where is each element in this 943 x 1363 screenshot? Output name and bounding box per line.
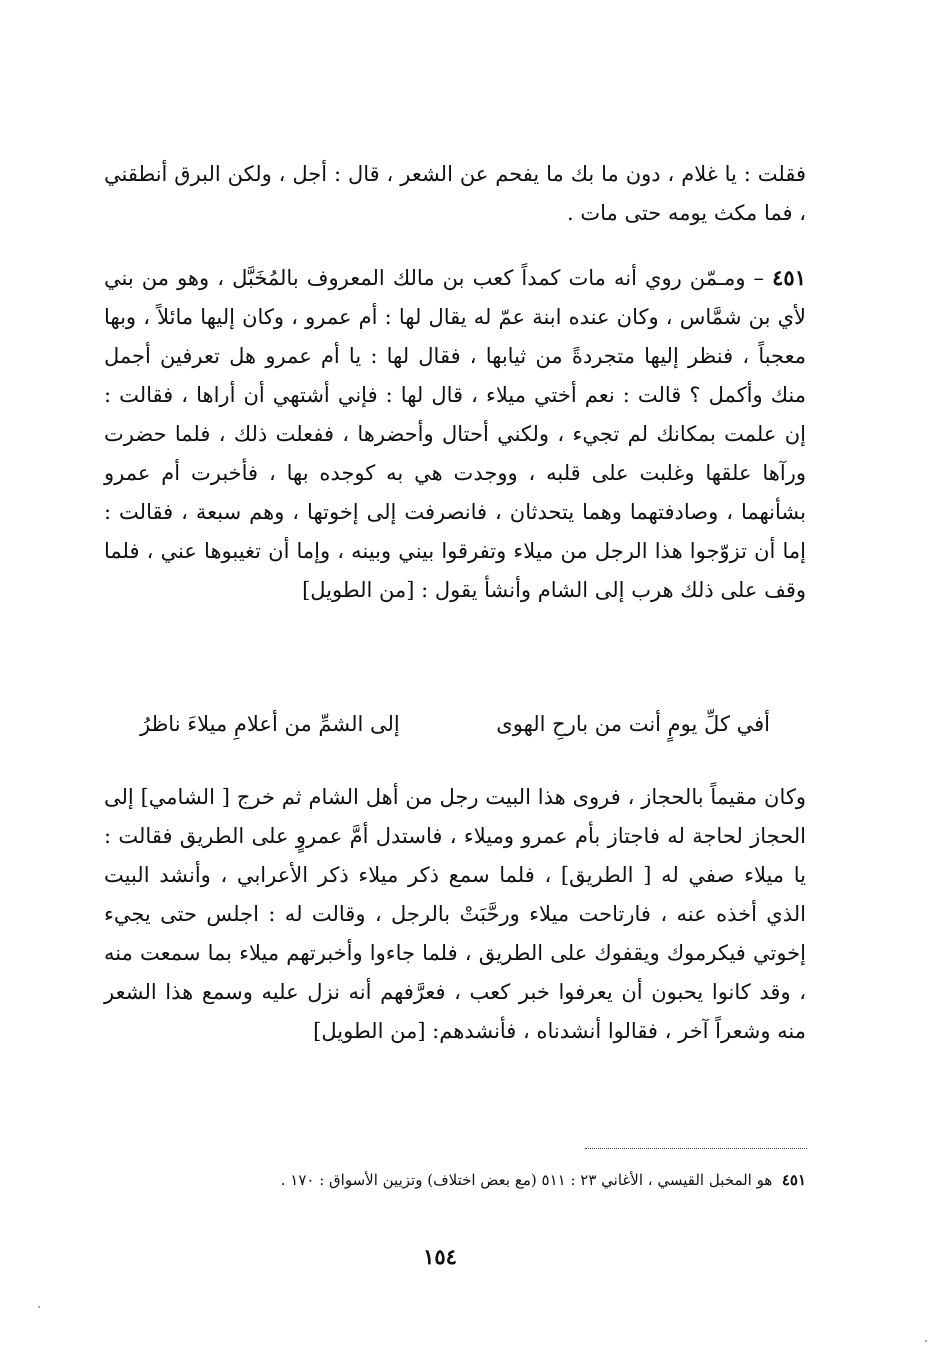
scan-speck bbox=[925, 1340, 927, 1342]
paragraph-1: فقلت : يا غلام ، دون ما بك ما يفحم عن الشعر ، قال : أجل ، ولكن البرق أنطقني ، فما مكث يومه حتى مات . bbox=[104, 162, 806, 225]
scan-speck bbox=[38, 1306, 40, 1308]
footnote-separator bbox=[585, 1148, 807, 1149]
footnote-text: هو المخبل القيسي ، الأغاني ٢٣ : ٥١١ (مع بعض اختلاف) وتزيين الأسواق : ١٧٠ . bbox=[280, 1171, 773, 1189]
paragraph-2-text: – ومـمّن روي أنه مات كمداً كعب بن مالك المعروف بالمُخَبَّل ، وهو من بني لأي بن شمَّاس ، وكان عنده ابنة عمّ له يقال لها : أم عمرو ، وكان إليها مائلاً ، وبها معجباً ، فنظر إليها متجردةً من ثيابها ، فقال لها : يا أم عمرو هل تعرفين أجمل منك وأكمل ؟ قالت : نعم أختي ميلاء ، قال لها : فإني أشتهي أن أراها ، فقالت : إن علمت بمكانك لم تجيء ، ولكني أحتال وأحضرها ، ففعلت ذلك ، فلما حضرت ورآها علقها وغلبت على قلبه ، ووجدت هي به كوجده بها ، فأخبرت أم عمرو بشأنهما ، وصادفتهما وهما يتحدثان ، فانصرفت إلى إخوتها ، وهم سبعة ، فقالت : إما أن تزوّجوا هذا الرجل من ميلاء وتفرقوا بيني وبينه ، وإما أن تغيبوها عني ، فلما وقف على ذلك هرب إلى الشام وأنشأ يقول : [من الطويل] bbox=[104, 266, 806, 602]
verse-second-hemistich: إلى الشمِّ من أعلامِ ميلاءَ ناظرُ bbox=[140, 712, 400, 736]
poetry-verse bbox=[140, 704, 770, 744]
paragraph-2 bbox=[104, 258, 806, 610]
paragraph-3: وكان مقيماً بالحجاز ، فروى هذا البيت رجل من أهل الشام ثم خرج [ الشامي] إلى الحجاز لحاجة له فاجتاز بأم عمرو وميلاء ، فاستدل أمَّ عمروٍ على الطريق فقالت : يا ميلاء صفي له [ الطريق] ، فلما سمع ذكر ميلاء ذكر الأعرابي ، وأنشد البيت الذي أخذه عنه ، فارتاحت ميلاء ورحَّبَتْ بالرجل ، وقالت له : اجلس حتى يجيء إخوتي فيكرموك ويقفوك على الطريق ، فلما جاءوا وأخبرتهم ميلاء بما سمعت منه ، وقد كانوا يحبون أن يعرفوا خبر كعب ، فعرَّفهم أنه نزل عليه وسمع هذا الشعر منه وشعراً آخر ، فقالوا أنشدناه ، فأنشدهم: [من الطويل] bbox=[104, 785, 806, 1043]
verse-first-hemistich: أفي كلِّ يومٍ أنت من بارحِ الهوى bbox=[496, 712, 770, 736]
entry-number: ٤٥١ bbox=[772, 265, 806, 290]
footnote bbox=[140, 1166, 806, 1194]
page-number: ١٥٤ bbox=[423, 1244, 457, 1269]
footnote-number: ٤٥١ bbox=[781, 1171, 806, 1189]
